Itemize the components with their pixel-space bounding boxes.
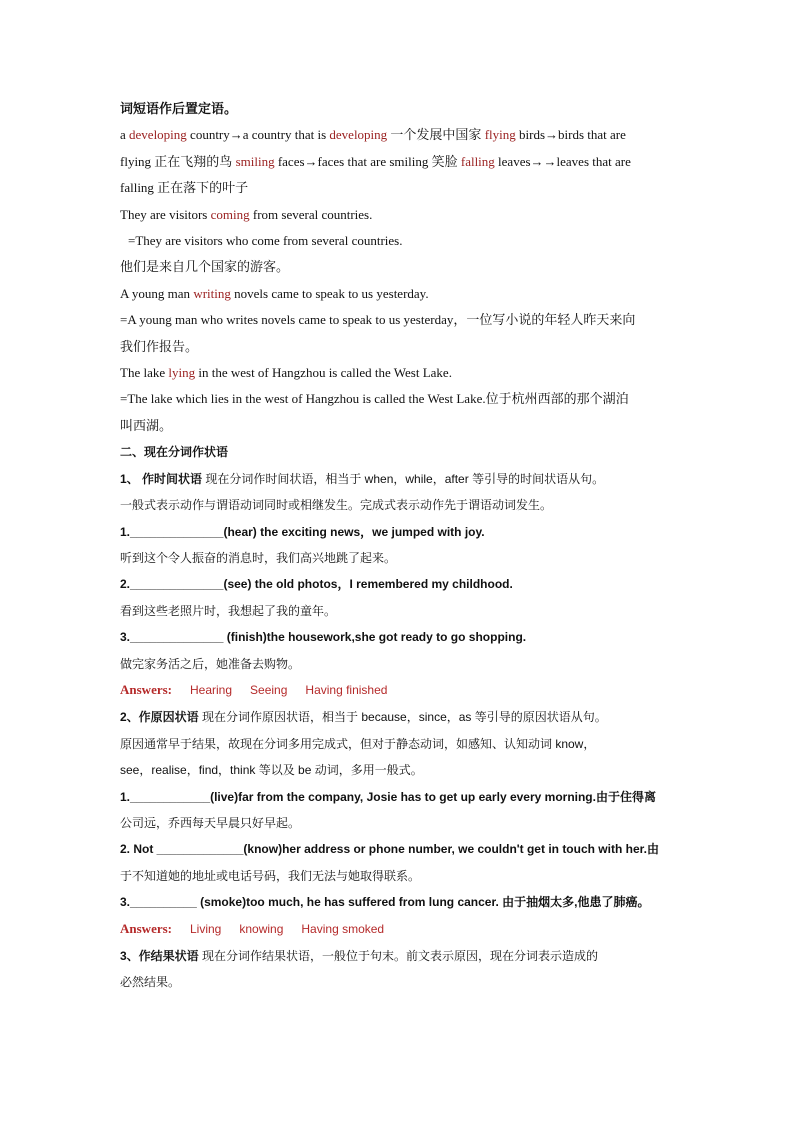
exercise-question-cont: 于不知道她的地址或电话号码，我们无法与她取得联系。: [120, 868, 421, 883]
answer: Living: [190, 921, 222, 936]
highlight-word: falling: [460, 153, 495, 169]
text: novels came to speak to us yesterday.: [230, 285, 429, 301]
text: 现在分词作时间状语，相当于 when，while，after 等引导的时间状语从句。: [202, 471, 605, 486]
exercise-translation: 做完家务活之后，她准备去购物。: [120, 656, 301, 671]
answers-label: Answers:: [120, 681, 172, 697]
answer: Having finished: [305, 682, 388, 697]
exercise-translation: 看到这些老照片时，我想起了我的童年。: [120, 603, 337, 618]
text: A young man: [120, 285, 194, 301]
exercise-question: 3.__________ (smoke)too much, he has suffered from lung cancer. 由于抽烟太多,他患了肺癌。: [120, 895, 650, 910]
text: country→a country that is: [186, 127, 330, 143]
text: in the west of Hangzhou is called the West Lake.: [195, 365, 452, 381]
text: They are visitors: [120, 206, 211, 222]
highlight-word: developing: [329, 127, 388, 143]
example-2: [120, 281, 680, 307]
example-2-equivalent: =A young man who writes novels came to speak to us yesterday，一位写小说的年轻人昨天来向: [120, 312, 636, 328]
highlight-word: smiling: [235, 153, 275, 169]
reason-answers: [120, 916, 680, 943]
time-adverbial-intro: [120, 466, 680, 492]
result-adverbial-desc: 必然结果。: [120, 975, 181, 990]
document-page: [120, 96, 680, 996]
highlight-word: writing: [193, 285, 231, 301]
time-answers: [120, 677, 680, 704]
exercise-translation: 听到这个令人振奋的消息时，我们高兴地跳了起来。: [120, 550, 397, 565]
text: birds→birds that are: [515, 127, 626, 143]
section1-heading: 词短语作后置定语。: [120, 101, 238, 116]
answer: Hearing: [190, 682, 233, 697]
examples-line-3: falling 正在落下的叶子: [120, 180, 249, 196]
examples-line-2: [120, 149, 680, 175]
text: flying 正在飞翔的鸟: [120, 153, 236, 169]
text: from several countries.: [249, 206, 373, 222]
result-adverbial-title: 3、作结果状语: [120, 949, 199, 963]
example-1-translation: 他们是来自几个国家的游客。: [120, 259, 290, 275]
reason-adverbial-desc-cont: see，realise，find，think 等以及 be 动词，多用一般式。: [120, 763, 423, 778]
text: The lake: [120, 365, 169, 381]
text: 现在分词作结果状语，一般位于句末。前文表示原因，现在分词表示造成的: [198, 949, 599, 963]
answers-label: Answers:: [120, 920, 172, 936]
exercise-question: 2.______________(see) the old photos，I remembered my childhood.: [120, 577, 513, 592]
reason-adverbial-title: 2、作原因状语: [120, 710, 199, 725]
text: 一个发展中国家: [387, 127, 485, 143]
section2-heading: 二、现在分词作状语: [120, 445, 229, 460]
time-adverbial-title: 1、 作时间状语: [120, 471, 203, 486]
example-1: [120, 202, 680, 228]
highlight-word: lying: [168, 365, 196, 381]
result-adverbial-intro: [120, 943, 680, 969]
highlight-word: coming: [210, 206, 250, 222]
examples-line-1: [120, 122, 680, 148]
text: faces→faces that are smiling 笑脸: [274, 153, 461, 169]
example-3-equivalent: =The lake which lies in the west of Hangzhou is called the West Lake.位于杭州西部的那个湖泊: [120, 391, 629, 407]
answer: Having smoked: [301, 921, 385, 936]
answer: Seeing: [250, 682, 288, 697]
text: leaves→→leaves that are: [494, 153, 631, 169]
highlight-word: flying: [484, 127, 516, 143]
highlight-word: developing: [129, 127, 187, 143]
exercise-question-cont: 公司远，乔西每天早晨只好早起。: [120, 815, 301, 830]
text: 现在分词作原因状语，相当于 because，since，as 等引导的原因状语从句。: [198, 710, 607, 725]
time-adverbial-desc: 一般式表示动作与谓语动词同时或相继发生。完成式表示动作先于谓语动词发生。: [120, 498, 553, 513]
reason-adverbial-desc: 原因通常早于结果，故现在分词多用完成式，但对于静态动词，如感知、认知动词 know，: [120, 736, 596, 751]
example-3: [120, 360, 680, 386]
answer: knowing: [239, 921, 284, 936]
exercise-question: 1.______________(hear) the exciting news，we jumped with joy.: [120, 524, 485, 539]
example-1-equivalent: =They are visitors who come from several countries.: [128, 233, 403, 249]
exercise-question: 1.____________(live)far from the company, Josie has to get up early every morning.由于住得离: [120, 789, 656, 804]
exercise-question: 2. Not _____________(know)her address or phone number, we couldn't get in touch with her.由: [120, 842, 659, 857]
exercise-question: 3.______________ (finish)the housework,she got ready to go shopping.: [120, 630, 527, 645]
text: a: [120, 127, 130, 143]
example-3-equivalent-cont: 叫西湖。: [120, 417, 173, 433]
reason-adverbial-intro: [120, 704, 680, 730]
example-2-equivalent-cont: 我们作报告。: [120, 338, 199, 354]
